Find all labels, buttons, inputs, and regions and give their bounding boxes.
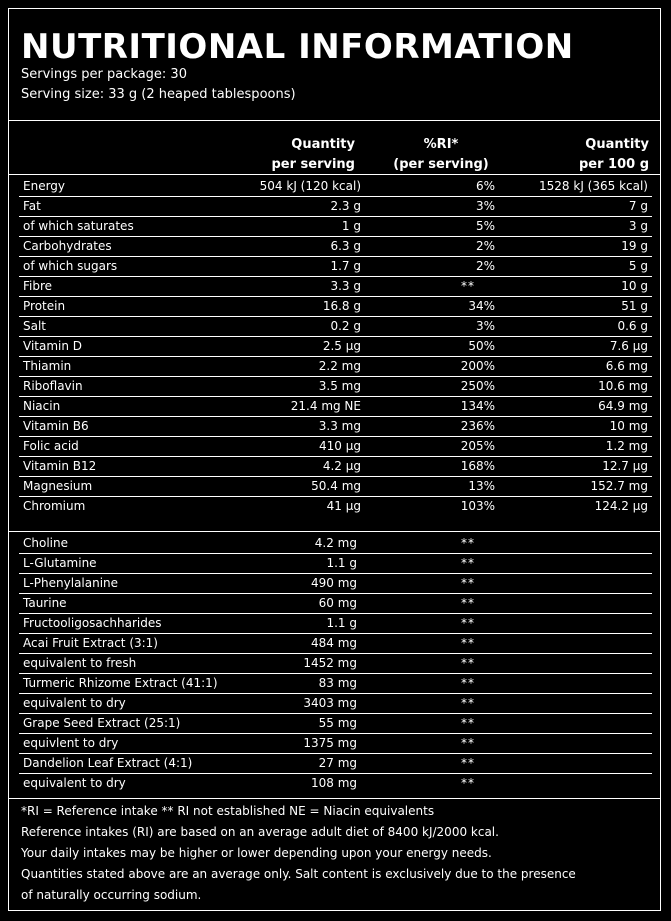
nutrient-ri: 34% [365,297,497,317]
nutrient-per-serving: 21.4 mg NE [229,397,365,417]
ingredient-name: equivalent to fresh [19,654,229,674]
nutrient-ri: 250% [365,377,497,397]
ingredient-per-100g-empty [497,734,652,754]
nutrient-per-serving: 3.3 mg [229,417,365,437]
nutrient-ri: 103% [460,499,495,514]
nutrition-panel [8,8,661,911]
header-qty-serving-line2: per serving [271,157,355,172]
ingredient-name: equivlent to dry [19,734,229,754]
footnote-line-4: of naturally occurring sodium. [21,888,202,902]
nutrient-per-100g: 19 g [497,237,652,257]
nutrient-row [19,497,652,517]
nutrient-per-100g: 51 g [497,297,652,317]
nutrient-row [19,417,652,437]
footnote-line-1: Reference intakes (RI) are based on an average adult diet of 8400 kJ/2000 kcal. [21,825,499,839]
ingredient-ri: ** [365,734,497,754]
nutrient-per-serving: 6.3 g [229,237,365,257]
ingredient-per-serving: 83 mg [229,674,365,694]
ingredient-per-serving: 60 mg [229,594,365,614]
nutrient-per-serving: 4.2 µg [229,457,365,477]
nutrient-ri: 5% [365,217,497,237]
nutrient-row [19,477,652,497]
ingredient-ri: ** [365,594,497,614]
nutrient-per-serving: 41 µg [326,499,361,514]
nutrient-name: Protein [19,297,229,317]
ingredient-per-serving: 108 mg [310,776,357,791]
ingredient-name: Turmeric Rhizome Extract (41:1) [19,674,229,694]
nutrient-ri: ** [365,277,497,297]
ingredient-row [19,654,652,674]
nutrient-per-serving: 3.5 mg [229,377,365,397]
nutrient-per-100g: 7.6 µg [497,337,652,357]
ingredient-per-serving: 1.1 g [229,554,365,574]
nutrient-name: Riboflavin [19,377,229,397]
ingredient-name: Fructooligosachharides [19,614,229,634]
nutrient-per-100g: 124.2 µg [594,499,648,514]
panel-title: NUTRITIONAL INFORMATION [21,27,574,67]
nutrient-table [19,177,652,516]
ingredient-row [19,534,652,554]
nutrient-per-100g: 1.2 mg [497,437,652,457]
ingredient-ri: ** [365,654,497,674]
nutrient-name: Magnesium [19,477,229,497]
header-qty-serving-line1: Quantity [291,137,355,152]
ingredient-per-serving: 55 mg [229,714,365,734]
ingredient-ri: ** [365,634,497,654]
ingredient-name: Taurine [19,594,229,614]
ingredient-per-serving: 484 mg [229,634,365,654]
ingredient-per-100g-empty [497,754,652,774]
nutrient-name: Folic acid [19,437,229,457]
nutrient-per-100g: 3 g [497,217,652,237]
nutrient-row [19,377,652,397]
nutrient-per-serving: 410 µg [229,437,365,457]
ingredient-per-100g-empty [497,594,652,614]
ingredient-per-100g-empty [497,714,652,734]
nutrient-name: Thiamin [19,357,229,377]
nutrient-ri: 236% [365,417,497,437]
nutrient-per-serving: 1 g [229,217,365,237]
nutrient-name: Vitamin B12 [19,457,229,477]
ingredient-ri: ** [365,614,497,634]
nutrient-per-serving: 3.3 g [229,277,365,297]
nutrient-per-serving: 16.8 g [229,297,365,317]
nutrient-name: Salt [19,317,229,337]
nutrient-per-100g: 10 mg [497,417,652,437]
nutrient-per-serving: 504 kJ (120 kcal) [229,177,365,197]
ingredient-per-serving: 1375 mg [229,734,365,754]
nutrient-ri: 168% [365,457,497,477]
ingredient-per-100g-empty [497,534,652,554]
nutrient-per-100g: 0.6 g [497,317,652,337]
nutrient-per-serving: 2.3 g [229,197,365,217]
nutrient-row [19,337,652,357]
nutrient-row [19,177,652,197]
nutrient-ri: 205% [365,437,497,457]
nutrient-row [19,277,652,297]
ingredient-ri: ** [365,754,497,774]
ingredient-row [19,634,652,654]
nutrient-per-serving: 2.2 mg [229,357,365,377]
nutrient-row [19,457,652,477]
ingredient-ri: ** [461,776,475,791]
ingredient-per-100g-empty [497,694,652,714]
ingredient-per-100g-empty [497,614,652,634]
nutrient-row [19,357,652,377]
nutrient-row [19,297,652,317]
ingredient-row [19,574,652,594]
ingredient-row [19,694,652,714]
header-qty-100-line1: Quantity [585,137,649,152]
nutrient-per-serving: 2.5 µg [229,337,365,357]
ingredient-ri: ** [365,674,497,694]
nutrient-row [19,397,652,417]
ingredient-row [19,554,652,574]
nutrient-per-100g: 10 g [497,277,652,297]
nutrient-ri: 3% [365,197,497,217]
footnote-legend: *RI = Reference intake ** RI not established NE = Niacin equivalents [21,804,435,818]
ingredient-ri: ** [365,554,497,574]
nutrient-name: Vitamin B6 [19,417,229,437]
nutrient-per-100g: 152.7 mg [497,477,652,497]
ingredient-per-100g-empty [497,774,652,794]
nutrient-ri: 2% [365,237,497,257]
nutrient-row [19,257,652,277]
nutrient-name: of which saturates [19,217,229,237]
ingredient-name: Choline [19,534,229,554]
nutrient-ri: 13% [365,477,497,497]
ingredient-ri: ** [365,534,497,554]
ingredient-name: L-Phenylalanine [19,574,229,594]
ingredient-per-serving: 490 mg [229,574,365,594]
header-qty-per-100g [539,135,649,175]
nutrient-name: Carbohydrates [19,237,229,257]
nutrient-name: Energy [19,177,229,197]
ingredient-ri: ** [365,714,497,734]
ingredient-name: Acai Fruit Extract (3:1) [19,634,229,654]
nutrient-name: of which sugars [19,257,229,277]
ingredient-row [19,734,652,754]
ingredient-row [19,614,652,634]
ingredient-ri: ** [365,694,497,714]
header-ri [383,135,499,175]
ingredient-per-serving: 4.2 mg [229,534,365,554]
nutrient-per-100g: 5 g [497,257,652,277]
ingredient-per-100g-empty [497,574,652,594]
nutrient-name: Fibre [19,277,229,297]
nutrient-ri: 134% [365,397,497,417]
ingredient-row [19,594,652,614]
header-divider [9,120,660,121]
nutrient-row [19,437,652,457]
nutrient-per-serving: 50.4 mg [229,477,365,497]
nutrient-name: Chromium [23,499,86,514]
nutrient-row [19,237,652,257]
ingredient-name: equivalent to dry [23,776,126,791]
ingredient-row [19,754,652,774]
servings-per-package: Servings per package: 30 [21,67,187,82]
nutrient-table-top-rule [9,174,660,175]
ingredient-name: Grape Seed Extract (25:1) [19,714,229,734]
nutrient-ri: 50% [365,337,497,357]
nutrient-row [19,197,652,217]
nutrient-row [19,317,652,337]
ingredient-per-serving: 27 mg [229,754,365,774]
nutrient-per-100g: 7 g [497,197,652,217]
nutrient-ri: 200% [365,357,497,377]
nutrient-per-100g: 64.9 mg [497,397,652,417]
ingredient-table-top-rule [9,531,660,532]
footnote-line-3: Quantities stated above are an average only. Salt content is exclusively due to the presence [21,867,576,881]
header-ri-line2: (per serving) [393,157,489,172]
nutrient-per-100g: 12.7 µg [497,457,652,477]
header-qty-100-line2: per 100 g [578,157,649,172]
ingredient-per-serving: 1.1 g [229,614,365,634]
nutrient-per-100g: 1528 kJ (365 kcal) [497,177,652,197]
ingredient-per-100g-empty [497,674,652,694]
ingredient-row [19,674,652,694]
ingredient-row [19,714,652,734]
nutrient-per-serving: 0.2 g [229,317,365,337]
nutrient-per-100g: 6.6 mg [497,357,652,377]
ingredient-row [19,774,652,794]
ingredient-per-serving: 3403 mg [229,694,365,714]
nutrient-per-serving: 1.7 g [229,257,365,277]
ingredient-name: Dandelion Leaf Extract (4:1) [19,754,229,774]
nutrient-per-100g: 10.6 mg [497,377,652,397]
nutrient-row [19,217,652,237]
nutrient-ri: 2% [365,257,497,277]
nutrient-name: Fat [19,197,229,217]
footnote-line-2: Your daily intakes may be higher or lower depending upon your energy needs. [21,846,492,860]
ingredient-per-100g-empty [497,654,652,674]
ingredient-per-100g-empty [497,554,652,574]
ingredient-per-100g-empty [497,634,652,654]
nutrient-name: Vitamin D [19,337,229,357]
header-qty-per-serving [255,135,355,175]
header-ri-line1: %RI* [423,137,459,152]
ingredient-per-serving: 1452 mg [229,654,365,674]
serving-size: Serving size: 33 g (2 heaped tablespoons) [21,87,296,102]
ingredient-name: equivalent to dry [19,694,229,714]
ingredient-ri: ** [365,574,497,594]
ingredient-table [19,534,652,793]
nutrient-ri: 6% [365,177,497,197]
nutrient-ri: 3% [365,317,497,337]
nutrient-name: Niacin [19,397,229,417]
footnote-divider [9,798,660,799]
ingredient-name: L-Glutamine [19,554,229,574]
